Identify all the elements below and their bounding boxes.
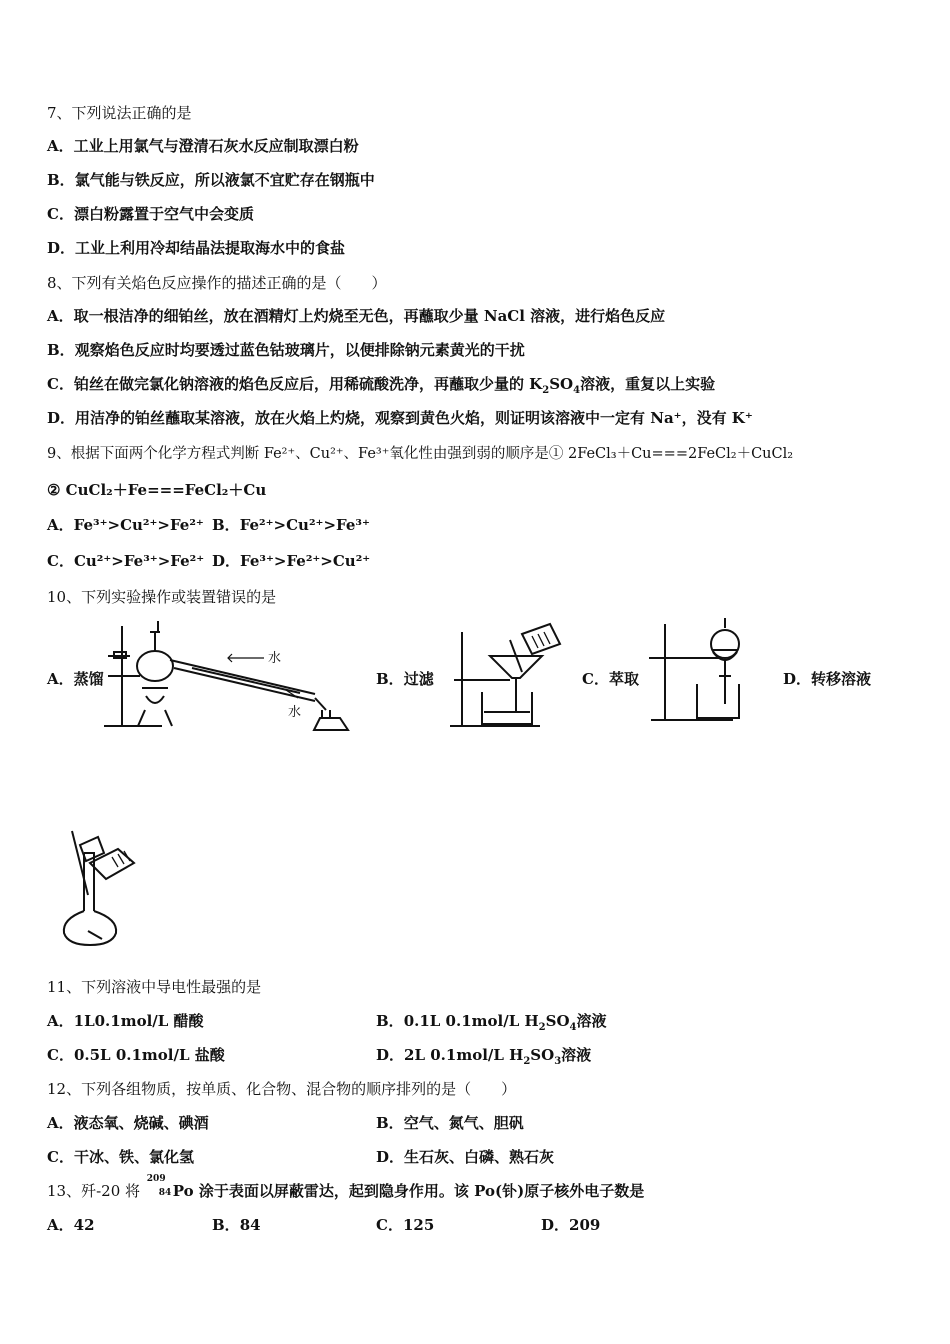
q8-option-d: D．用洁净的铂丝蘸取某溶液，放在火焰上灼烧，观察到黄色火焰，则证明该溶液中一定有 Na⁺，没有 K⁺	[47, 409, 753, 427]
q7-option-a: A．工业上用氯气与澄清石灰水反应制取漂白粉	[47, 137, 359, 155]
nuclide-notation: 209 84	[146, 1174, 172, 1198]
q12-option-c: C．干冰、铁、氯化氢	[47, 1148, 194, 1166]
q11-option-d: D．2L 0.1mol/L $H_2SO_3$溶液	[376, 1046, 592, 1067]
q10-option-b: B．过滤	[376, 670, 434, 688]
water-inlet-label: 水	[268, 650, 282, 665]
extraction-apparatus-figure	[643, 614, 758, 726]
q9-option-b: B．Fe²⁺>Cu²⁺>Fe³⁺	[212, 516, 370, 534]
q8-option-c: C．铂丝在做完氯化钠溶液的焰色反应后，用稀硫酸洗净，再蘸取少量的 $K_2SO_4$溶液，重复以上实验	[47, 375, 716, 396]
q9-stem: 9、根据下面两个化学方程式判断 Fe²⁺、Cu²⁺、Fe³⁺氧化性由强到弱的顺序是① 2FeCl₃＋Cu===2FeCl₂＋CuCl₂	[47, 446, 794, 462]
q11-option-b: B．0.1L 0.1mol/L $H_2SO_4$溶液	[376, 1012, 607, 1033]
q12-option-d: D．生石灰、白磷、熟石灰	[376, 1148, 555, 1166]
q10-stem: 10、下列实验操作或装置错误的是	[47, 588, 277, 606]
q11-option-a: A．1L0.1mol/L 醋酸	[47, 1012, 204, 1030]
q10-option-c: C．萃取	[582, 670, 639, 688]
q8-option-b: B．观察焰色反应时均要透过蓝色钴玻璃片，以便排除钠元素黄光的干扰	[47, 341, 525, 359]
q9-option-d: D．Fe³⁺>Fe²⁺>Cu²⁺	[212, 552, 371, 570]
q7-option-d: D．工业上利用冷却结晶法提取海水中的食盐	[47, 239, 346, 257]
q10-option-d: D．转移溶液	[783, 670, 872, 688]
q10-option-a: A．蒸馏	[47, 670, 104, 688]
q11-option-c: C．0.5L 0.1mol/L 盐酸	[47, 1046, 225, 1064]
q13-option-d: D．209	[541, 1216, 601, 1234]
q13-option-c: C．125	[376, 1216, 435, 1234]
q8-stem: 8、下列有关焰色反应操作的描述正确的是（ ）	[47, 274, 387, 292]
q7-option-c: C．漂白粉露置于空气中会变质	[47, 205, 254, 223]
q12-stem: 12、下列各组物质，按单质、化合物、混合物的顺序排列的是（ ）	[47, 1080, 517, 1098]
q7-option-b: B．氯气能与铁反应，所以液氯不宜贮存在钢瓶中	[47, 171, 375, 189]
q7-stem: 7、下列说法正确的是	[47, 104, 192, 122]
distillation-apparatus-figure	[100, 618, 360, 733]
q13-stem: 13、歼-20 将 209 84 Po 涂于表面以屏蔽雷达，起到隐身作用。该 Po(钋)原子核外电子数是	[47, 1174, 645, 1200]
q11-stem: 11、下列溶液中导电性最强的是	[47, 978, 262, 996]
q13-option-b: B．84	[212, 1216, 261, 1234]
q12-option-b: B．空气、氮气、胆矾	[376, 1114, 524, 1132]
water-outlet-label: 水	[288, 704, 302, 719]
q8-option-a: A．取一根洁净的细铂丝，放在酒精灯上灼烧至无色，再蘸取少量 NaCl 溶液，进行焰色反应	[47, 307, 666, 325]
q9-equation-2: ② CuCl₂＋Fe===FeCl₂＋Cu	[47, 481, 267, 499]
q9-option-a: A．Fe³⁺>Cu²⁺>Fe²⁺	[47, 516, 204, 534]
filtration-apparatus-figure	[450, 620, 570, 732]
q12-option-a: A．液态氧、烧碱、碘酒	[47, 1114, 209, 1132]
q13-option-a: A．42	[47, 1216, 95, 1234]
q9-option-c: C．Cu²⁺>Fe³⁺>Fe²⁺	[47, 552, 205, 570]
volumetric-flask-figure	[58, 823, 148, 951]
